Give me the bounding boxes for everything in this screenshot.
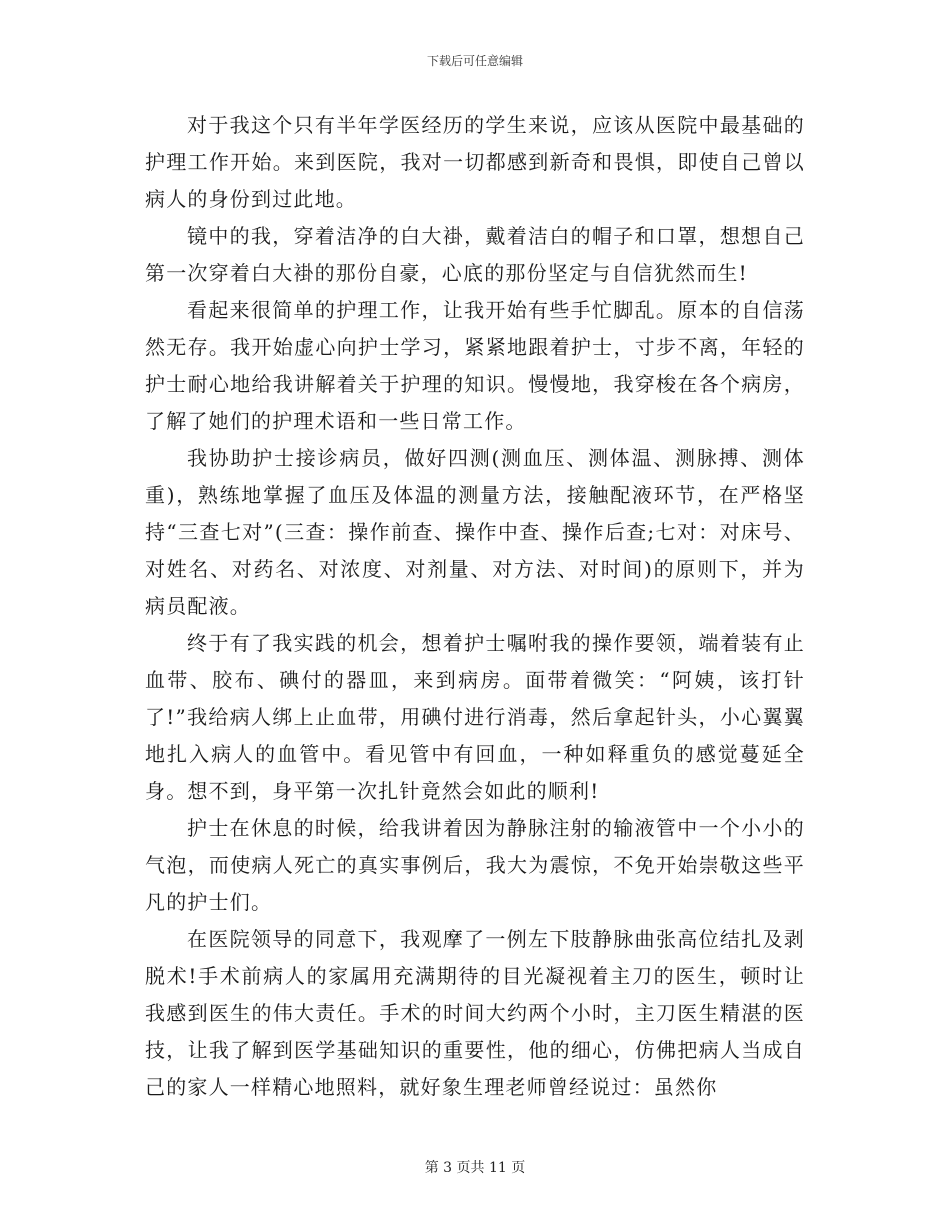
page-header: 下载后可任意编辑 — [426, 54, 523, 68]
paragraph-4: 我协助护士接诊病员，做好四测(测血压、测体温、测脉搏、测体重)，熟练地掌握了血压及体温的测量方法，接触配液环节，在严格坚持“三查七对”(三查：操作前查、操作中查、操作后查;七对：对床号、对姓名、对药名、对浓度、对剂量、对方法、对时间)的原则下，并为病员配液。 — [145, 446, 805, 618]
paragraph-2: 镜中的我，穿着洁净的白大褂，戴着洁白的帽子和口罩，想想自己第一次穿着白大褂的那份自豪，心底的那份坚定与自信犹然而生! — [145, 224, 805, 285]
paragraph-3: 看起来很简单的护理工作，让我开始有些手忙脚乱。原本的自信荡然无存。我开始虚心向护士学习，紧紧地跟着护士，寸步不离，年轻的护士耐心地给我讲解着关于护理的知识。慢慢地，我穿梭在各个病房，了解了她们的护理术语和一些日常工作。 — [145, 298, 805, 433]
paragraph-7: 在医院领导的同意下，我观摩了一例左下肢静脉曲张高位结扎及剥脱术!手术前病人的家属用充满期待的目光凝视着主刀的医生，顿时让我感到医生的伟大责任。手术的时间大约两个小时，主刀医生精湛的医技，让我了解到医学基础知识的重要性，他的细心，仿佛把病人当成自己的家人一样精心地照料，就好象生理老师曾经说过：虽然你 — [145, 927, 805, 1099]
paragraph-1: 对于我这个只有半年学医经历的学生来说，应该从医院中最基础的护理工作开始。来到医院，我对一切都感到新奇和畏惧，即使自己曾以病人的身份到过此地。 — [145, 113, 805, 211]
page-number: 第 3 页共 11 页 — [424, 1160, 526, 1176]
document-body — [145, 107, 805, 1106]
paragraph-5: 终于有了我实践的机会，想着护士嘱咐我的操作要领，端着装有止血带、胶布、碘付的器皿，来到病房。面带着微笑：“阿姨，该打针了!”我给病人绑上止血带，用碘付进行消毒，然后拿起针头，小心翼翼地扎入病人的血管中。看见管中有回血，一种如释重负的感觉蔓延全身。想不到，身平第一次扎针竟然会如此的顺利! — [145, 631, 805, 803]
paragraph-6: 护士在休息的时候，给我讲着因为静脉注射的输液管中一个小小的气泡，而使病人死亡的真实事例后，我大为震惊，不免开始崇敬这些平凡的护士们。 — [145, 816, 805, 914]
